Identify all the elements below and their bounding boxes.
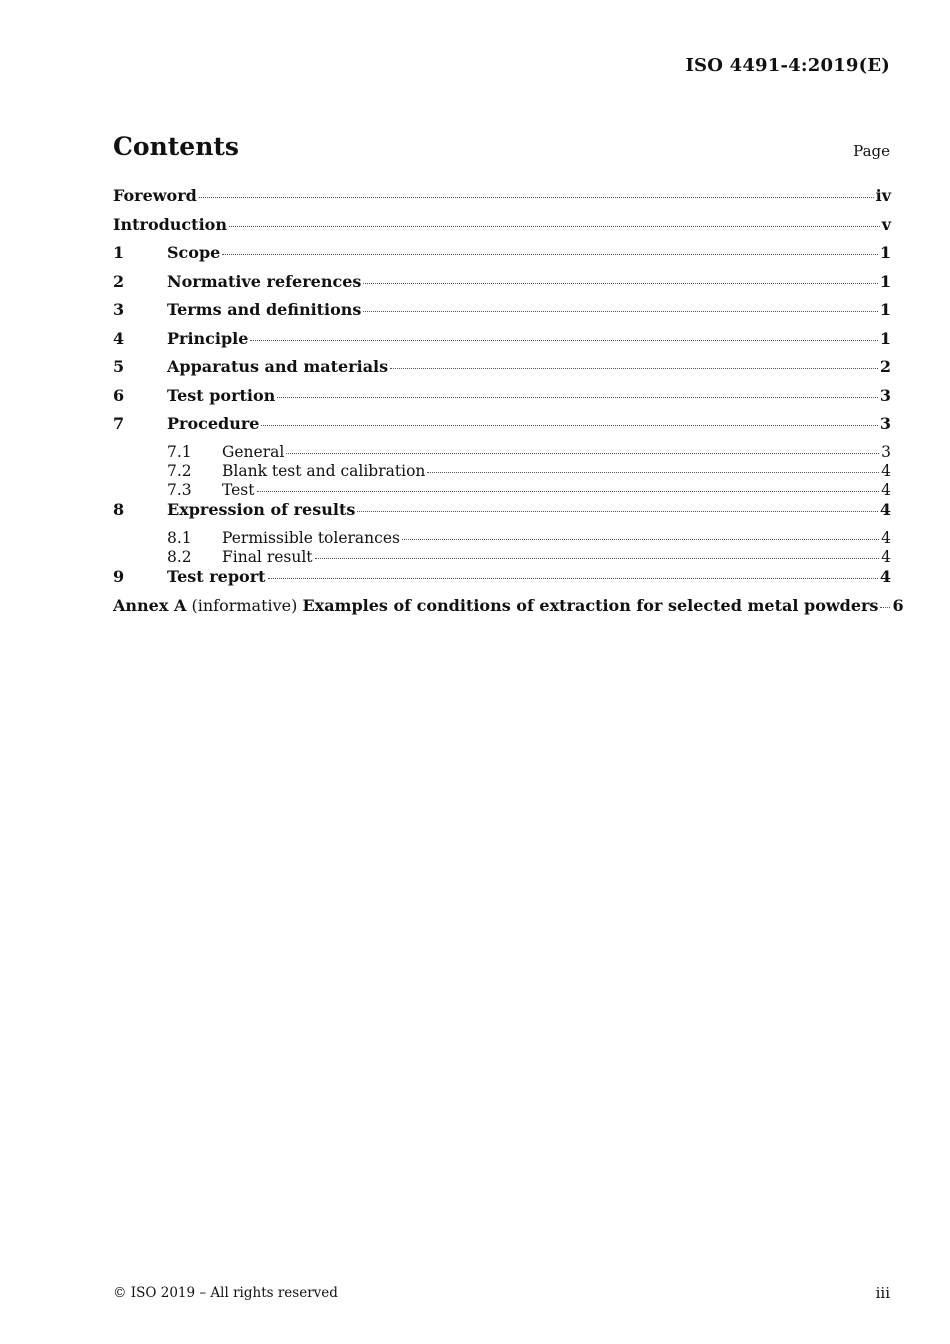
toc-entry-page: 1 (879, 300, 891, 319)
toc-entry-scope[interactable] (113, 243, 891, 272)
toc-entry-test-portion[interactable] (113, 386, 891, 415)
toc-entry-principle[interactable] (113, 329, 891, 358)
toc-entry-number: 3 (113, 300, 125, 319)
toc-entry-label: Test (222, 481, 255, 500)
dot-leader (261, 425, 877, 426)
toc-entry-label: Terms and definitions (167, 300, 362, 319)
toc-entry-page: 4 (879, 567, 891, 587)
toc-entry-label: General (222, 442, 285, 461)
dot-leader (402, 539, 879, 540)
toc-entry-number: 5 (113, 357, 125, 376)
toc-entry-page: 4 (881, 548, 891, 567)
page-number: iii (875, 1284, 890, 1302)
toc-entry-label: Blank test and calibration (222, 461, 426, 480)
toc-entry-number: 2 (113, 271, 125, 291)
toc-entry-page: 1 (879, 243, 891, 262)
toc-entry-label (113, 596, 878, 615)
toc-entry-number: 8.1 (167, 528, 192, 547)
dot-leader (250, 340, 877, 341)
toc-entry-label: Introduction (113, 214, 227, 234)
dot-leader (363, 311, 877, 312)
dot-leader (222, 254, 878, 255)
dot-leader (257, 491, 880, 492)
toc-entry-page: 1 (879, 271, 891, 291)
toc-entry-foreword[interactable] (113, 186, 891, 215)
contents-title: Contents (113, 132, 240, 161)
toc-entry-number: 1 (113, 243, 125, 262)
table-of-contents (113, 186, 904, 624)
toc-entry-number: 4 (113, 328, 125, 348)
toc-entry-label: Normative references (167, 271, 362, 291)
toc-entry-page: 3 (881, 442, 891, 461)
page-column-label: Page (853, 142, 890, 160)
toc-entry-number: 9 (113, 567, 125, 587)
annex-kind: (informative) (191, 595, 298, 615)
dot-leader (277, 397, 878, 398)
toc-subentry-permissible-tolerances[interactable] (113, 529, 891, 548)
toc-subentry-test[interactable] (113, 481, 891, 500)
annex-prefix: Annex A (113, 595, 187, 615)
toc-entry-label: Final result (222, 548, 313, 567)
toc-entry-label: Apparatus and materials (167, 357, 389, 376)
dot-leader (357, 511, 878, 512)
toc-entry-page: 4 (879, 500, 891, 520)
toc-entry-page: 4 (881, 528, 891, 547)
toc-entry-number: 8 (113, 500, 125, 520)
toc-entry-terms-and-definitions[interactable] (113, 300, 891, 329)
toc-entry-apparatus-and-materials[interactable] (113, 357, 891, 386)
toc-entry-number: 7 (113, 414, 125, 433)
toc-entry-label: Test report (167, 567, 266, 587)
toc-entry-expression-of-results[interactable] (113, 500, 891, 529)
toc-entry-page: 4 (881, 481, 891, 500)
toc-entry-number: 6 (113, 385, 125, 405)
dot-leader (363, 283, 877, 284)
toc-entry-page: iv (875, 186, 891, 205)
toc-entry-test-report[interactable] (113, 567, 891, 596)
toc-entry-number: 7.3 (167, 481, 192, 500)
toc-entry-label: Expression of results (167, 500, 356, 520)
dot-leader (880, 607, 890, 608)
toc-entry-introduction[interactable] (113, 215, 891, 244)
toc-entry-page: 3 (879, 385, 891, 405)
annex-title: Examples of conditions of extraction for selected metal powders (302, 595, 879, 615)
dot-leader (229, 226, 880, 227)
toc-entry-label: Procedure (167, 414, 260, 433)
dot-leader (315, 558, 880, 559)
toc-subentry-general[interactable] (113, 443, 891, 462)
copyright-notice: © ISO 2019 – All rights reserved (113, 1285, 338, 1301)
toc-entry-label: Scope (167, 243, 221, 262)
toc-entry-page: 6 (892, 595, 904, 615)
toc-entry-annex-a[interactable] (113, 595, 904, 625)
toc-entry-label: Permissible tolerances (222, 528, 400, 547)
toc-entry-page: 4 (881, 461, 891, 480)
toc-entry-number: 8.2 (167, 548, 192, 567)
dot-leader (427, 472, 879, 473)
dot-leader (268, 578, 878, 579)
toc-entry-procedure[interactable] (113, 414, 891, 443)
dot-leader (286, 453, 879, 454)
toc-entry-page: v (881, 214, 891, 234)
toc-entry-number: 7.1 (167, 442, 192, 461)
toc-entry-label: Test portion (167, 385, 276, 405)
toc-entry-page: 2 (879, 357, 891, 376)
toc-entry-label: Foreword (113, 186, 197, 205)
toc-entry-normative-references[interactable] (113, 272, 891, 301)
dot-leader (199, 197, 874, 198)
document-code: ISO 4491-4:2019(E) (685, 55, 890, 76)
toc-entry-page: 1 (879, 328, 891, 348)
toc-entry-number: 7.2 (167, 461, 192, 480)
toc-entry-page: 3 (879, 414, 891, 433)
toc-subentry-blank-test[interactable] (113, 462, 891, 481)
toc-entry-label: Principle (167, 328, 249, 348)
toc-subentry-final-result[interactable] (113, 548, 891, 567)
dot-leader (390, 368, 878, 369)
